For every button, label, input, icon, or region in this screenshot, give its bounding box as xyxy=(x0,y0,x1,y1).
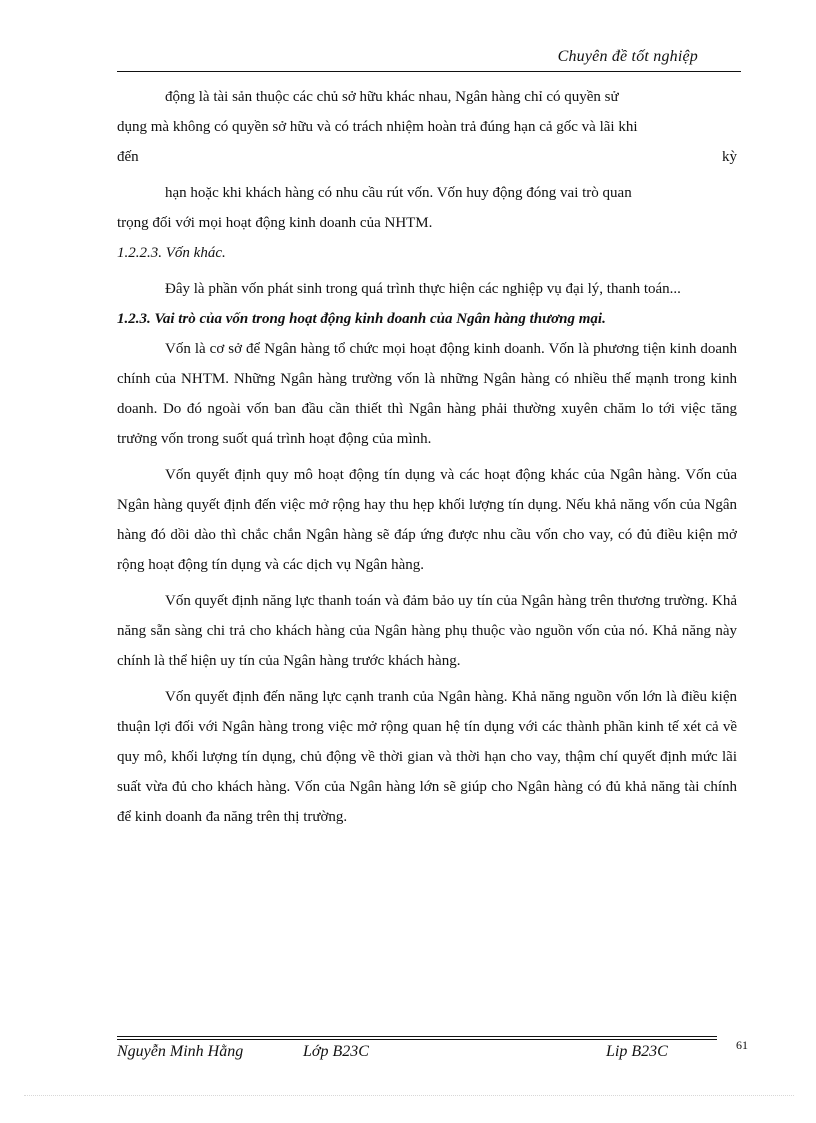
header-rule xyxy=(117,71,741,72)
page-number: 61 xyxy=(736,1038,748,1052)
paragraph: Vốn quyết định quy mô hoạt động tín dụng và các hoạt động khác của Ngân hàng. Vốn của Ngân hàng quyết định đến việc mở rộng hay thu hẹp khối lượng tín dụng. Nếu khả năng vốn của Ngân hàng đó dồi dào thì chắc chắn Ngân hàng sẽ đáp ứng được nhu cầu vốn cho vay, có đủ điều kiện mở rộng hoạt động tín dụng và các dịch vụ Ngân hàng. xyxy=(117,467,737,573)
paragraph-line: trọng đối với mọi hoạt động kinh doanh của NHTM. xyxy=(117,215,433,231)
footer-class-alt: Lip B23C xyxy=(606,1043,668,1060)
footer-rule xyxy=(117,1036,717,1037)
footer-class: Lớp B23C xyxy=(303,1043,369,1060)
paragraph: Đây là phần vốn phát sinh trong quá trình thực hiện các nghiệp vụ đại lý, thanh toán... xyxy=(165,281,681,297)
footer-author: Nguyễn Minh Hằng xyxy=(117,1043,244,1060)
footer xyxy=(117,1043,717,1067)
document-body xyxy=(117,82,737,832)
paragraph: Vốn quyết định năng lực thanh toán và đảm bảo uy tín của Ngân hàng trên thương trường. Khả năng sẵn sàng chi trả cho khách hàng của Ngân hàng phụ thuộc vào nguồn vốn của nó. Khả năng này chính là thể hiện uy tín của Ngân hàng trước khách hàng. xyxy=(117,593,737,669)
word: kỳ xyxy=(722,149,737,165)
paragraph: Vốn là cơ sở để Ngân hàng tổ chức mọi hoạt động kinh doanh. Vốn là phương tiện kinh doanh chính của NHTM. Những Ngân hàng trường vốn là những Ngân hàng có nhiều thế mạnh trong kinh doanh. Do đó ngoài vốn ban đầu cần thiết thì Ngân hàng phải thường xuyên chăm lo tới việc tăng trưởng vốn trong suốt quá trình hoạt động của mình. xyxy=(117,341,737,447)
header-title: Chuyên đề tốt nghiệp xyxy=(557,48,698,65)
section-heading-1-2-3: 1.2.3. Vai trò của vốn trong hoạt động kinh doanh của Ngân hàng thương mại. xyxy=(117,311,606,327)
paragraph-line xyxy=(117,142,737,172)
paragraph-line: hạn hoặc khi khách hàng có nhu cầu rút vốn. Vốn huy động đóng vai trò quan xyxy=(165,185,632,201)
section-heading-1-2-2-3: 1.2.2.3. Vốn khác. xyxy=(117,245,226,261)
footer-rule xyxy=(117,1039,717,1040)
paragraph-line: dụng mà không có quyền sở hữu và có trách nhiệm hoàn trả đúng hạn cả gốc và lãi khi xyxy=(117,119,638,135)
paragraph: Vốn quyết định đến năng lực cạnh tranh của Ngân hàng. Khả năng nguồn vốn lớn là điều kiện thuận lợi đối với Ngân hàng trong việc mở rộng quan hệ tín dụng với các thành phần kinh tế xét cả về quy mô, khối lượng tín dụng, chủ động về thời gian và thời hạn cho vay, thậm chí quyết định mức lãi suất vừa đủ cho khách hàng. Vốn của Ngân hàng lớn sẽ giúp cho Ngân hàng có đủ khả năng tài chính để kinh doanh đa năng trên thị trường. xyxy=(117,689,737,825)
paragraph-line: động là tài sản thuộc các chủ sở hữu khác nhau, Ngân hàng chỉ có quyền sử xyxy=(165,89,619,105)
word: đến xyxy=(117,149,139,165)
page-edge-divider xyxy=(24,1095,794,1096)
